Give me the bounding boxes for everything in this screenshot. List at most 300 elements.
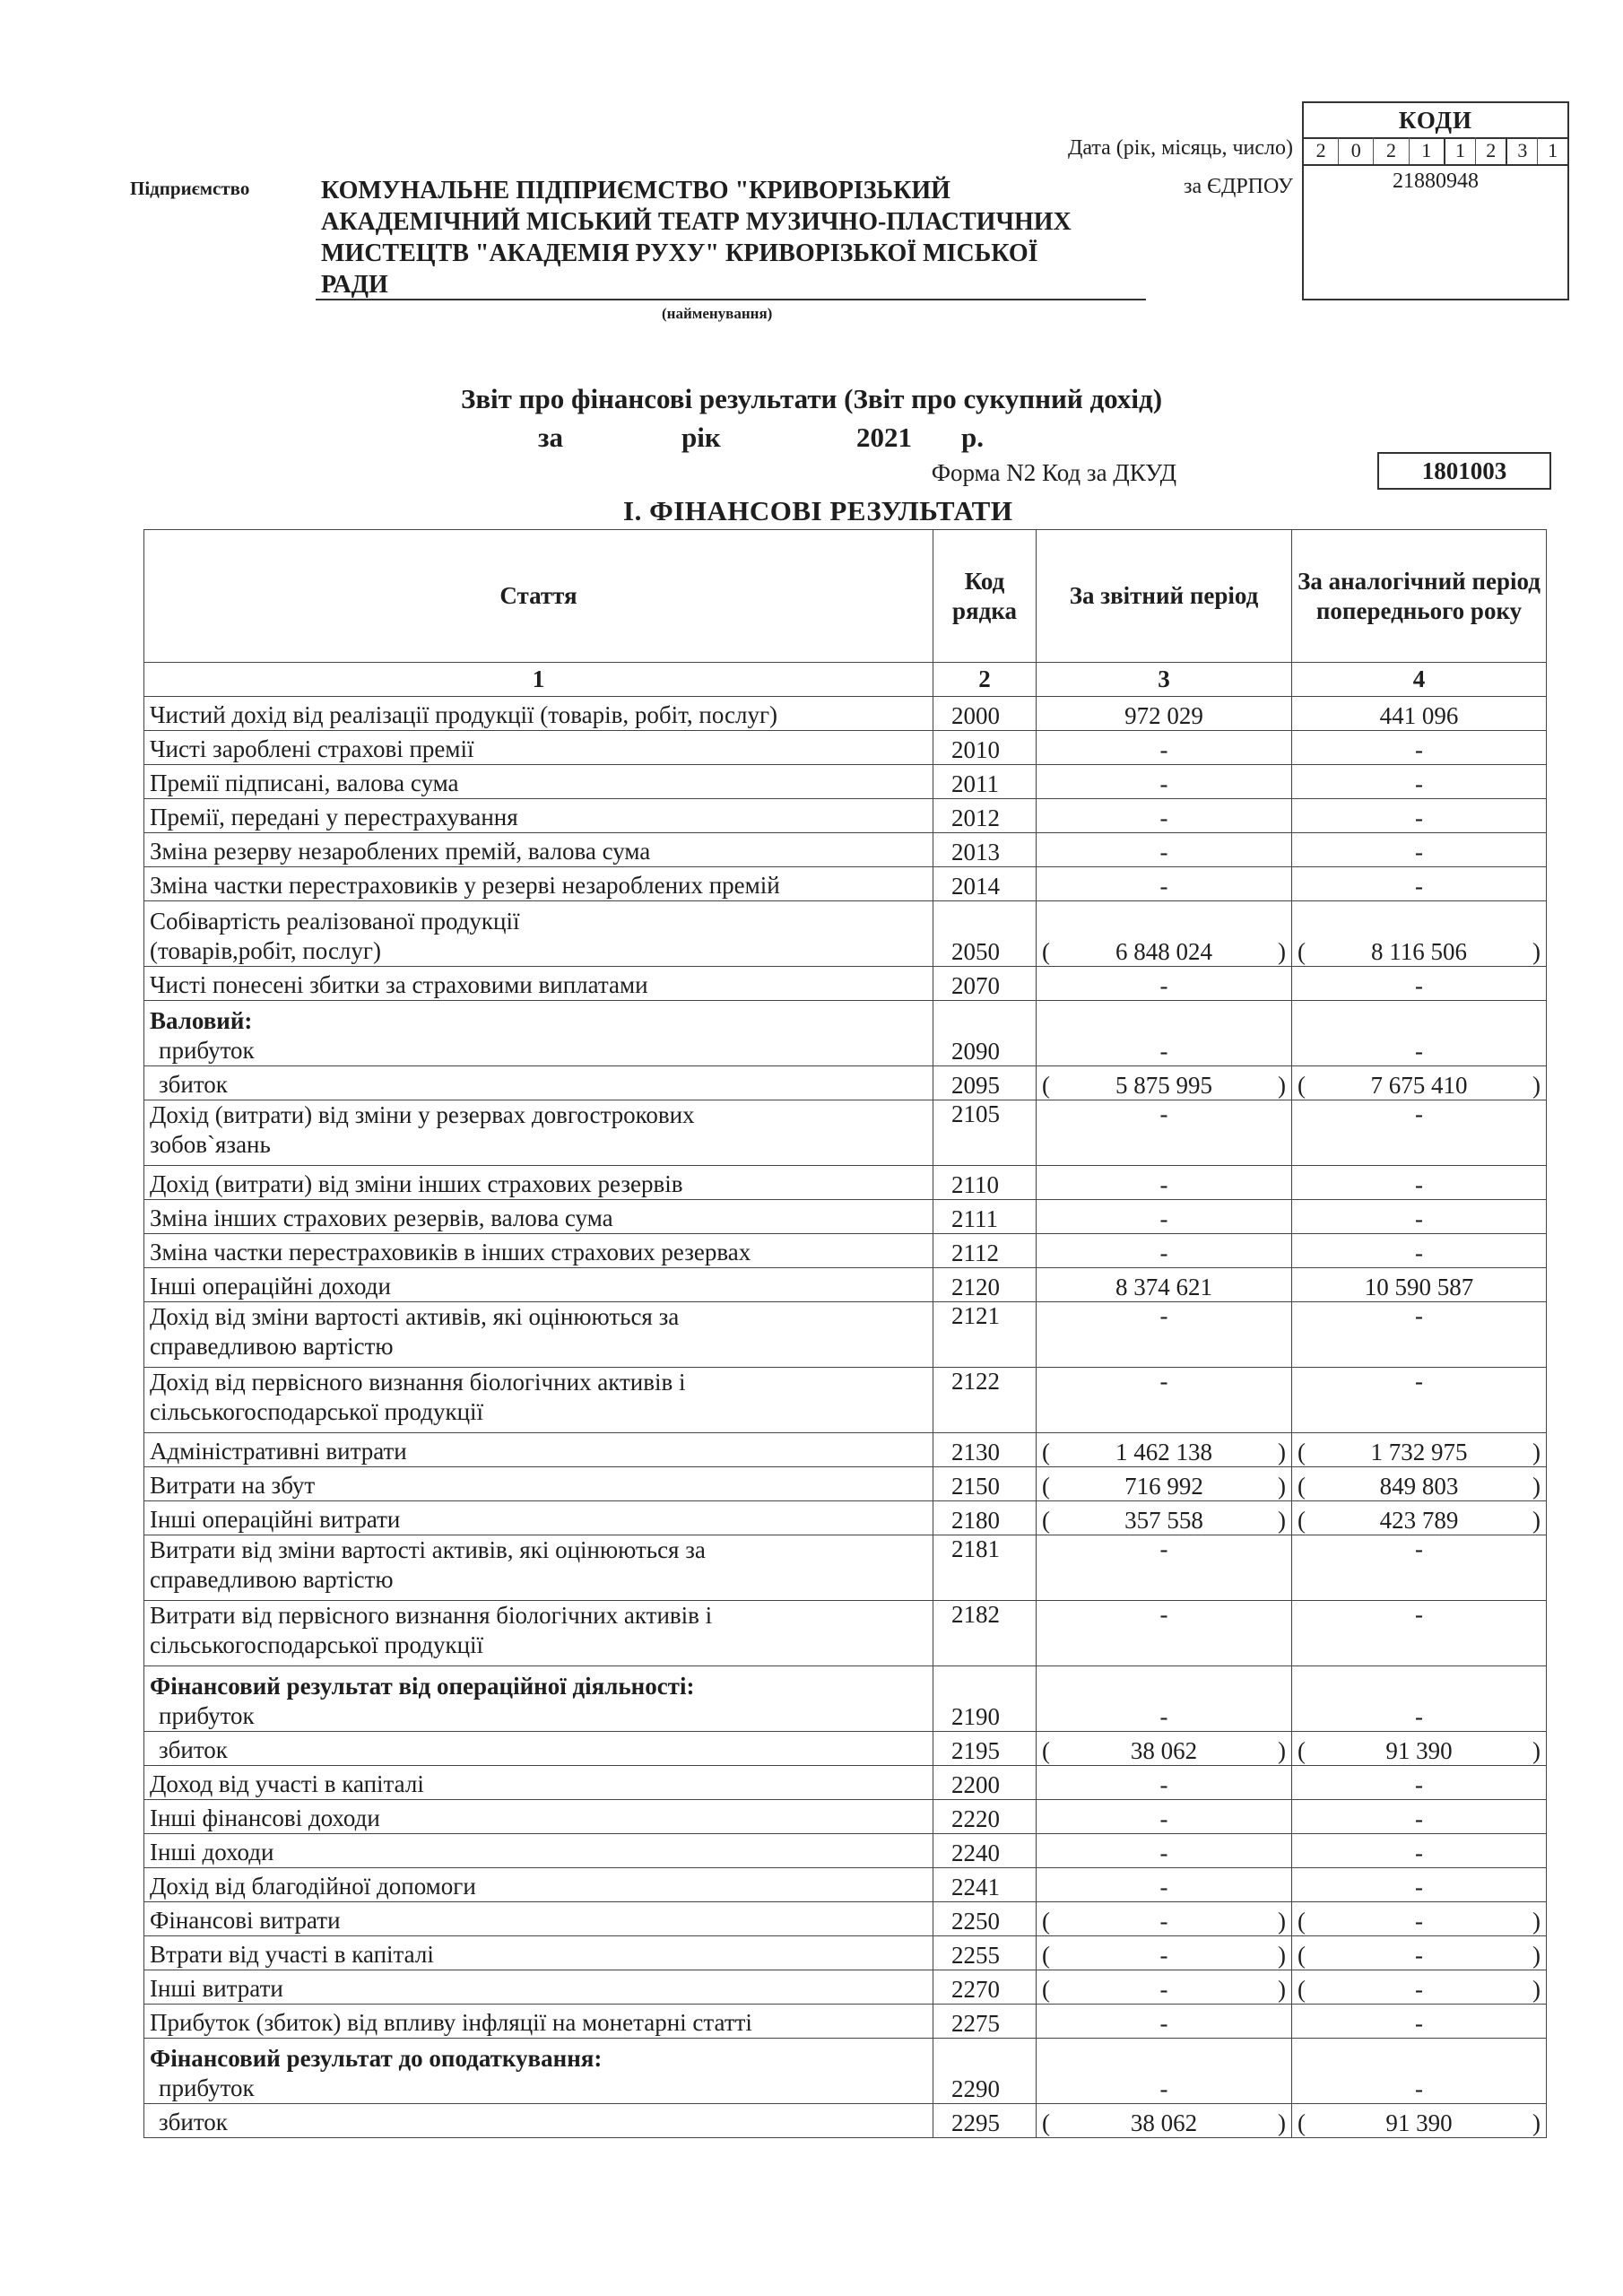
table-row: [144, 1501, 1547, 1535]
paren-close: ): [1532, 1908, 1541, 1935]
row-label: [144, 1868, 933, 1902]
date-cells: [1304, 137, 1567, 166]
table-row: [144, 867, 1547, 901]
paren-close: ): [1278, 1976, 1286, 2003]
paren-close: ): [1532, 1942, 1541, 1969]
paren-open: (: [1298, 2109, 1306, 2136]
row-label: [144, 1066, 933, 1100]
row-code: 2250: [933, 1902, 1037, 1936]
table-row: [144, 1902, 1547, 1936]
table-row: [144, 1800, 1547, 1834]
value-current: -: [1037, 799, 1292, 833]
row-label: [144, 2104, 933, 2138]
paren-open: (: [1042, 1507, 1050, 1534]
paren-close: ): [1278, 1942, 1286, 1969]
amount: 716 992: [1124, 1473, 1203, 1500]
row-code: 2181: [933, 1535, 1037, 1601]
value-previous: 10 590 587: [1292, 1268, 1547, 1302]
row-code: 2070: [933, 967, 1037, 1001]
paren-close: ): [1278, 938, 1286, 965]
value-current: [1037, 1501, 1292, 1535]
row-label-line: Премії, передані у перестрахування: [150, 804, 518, 831]
paren-close: ): [1278, 1072, 1286, 1099]
value-previous: -: [1292, 1166, 1547, 1200]
row-label-line: Фінансовий результат до оподаткування:: [150, 2045, 603, 2072]
enterprise-underline: [316, 299, 1146, 300]
row-label-line: Витрати від зміни вартості активів, які оцінюються за: [150, 1536, 706, 1563]
row-label-line: Зміна частки перестраховиків у резерві незароблених премій: [150, 872, 780, 899]
value-current: 8 374 621: [1037, 1268, 1292, 1302]
header-article: Стаття: [144, 530, 933, 663]
row-label: [144, 1535, 933, 1601]
row-label-line: Прибуток (збиток) від впливу інфляції на монетарні статті: [150, 2009, 752, 2036]
row-label: [144, 1666, 933, 1732]
row-label-line: Втрати від участі в капіталі: [150, 1941, 434, 1968]
value-current: [1037, 1433, 1292, 1467]
value-previous: -: [1292, 1535, 1547, 1601]
amount: 8 116 506: [1371, 938, 1467, 965]
amount: 6 848 024: [1115, 938, 1212, 965]
table-row: [144, 731, 1547, 765]
row-label: [144, 1902, 933, 1936]
amount: 38 062: [1130, 1737, 1198, 1764]
row-code: 2295: [933, 2104, 1037, 2138]
row-code: 2090: [933, 1001, 1037, 1066]
date-label: Дата (рік, місяць, число): [1067, 136, 1293, 160]
column-number: 2: [933, 663, 1037, 697]
row-label: [144, 1970, 933, 2005]
paren-close: ): [1278, 1507, 1286, 1534]
paren-close: ): [1532, 1507, 1541, 1534]
value-current: [1037, 1467, 1292, 1501]
value-previous: [1292, 2104, 1547, 2138]
row-code: 2220: [933, 1800, 1037, 1834]
value-previous: -: [1292, 1766, 1547, 1800]
row-code: 2010: [933, 731, 1037, 765]
amount: 91 390: [1385, 2109, 1453, 2136]
row-label: [144, 1732, 933, 1766]
table-row: [144, 1766, 1547, 1800]
date-digit: 1: [1537, 137, 1567, 164]
row-label-line: Зміна частки перестраховиків в інших страхових резервах: [150, 1239, 751, 1265]
value-previous: [1292, 1501, 1547, 1535]
value-current: -: [1037, 1100, 1292, 1166]
amount: 423 789: [1379, 1507, 1459, 1534]
row-code: 2130: [933, 1433, 1037, 1467]
row-code: 2012: [933, 799, 1037, 833]
value-current: -: [1037, 1766, 1292, 1800]
value-previous: -: [1292, 1601, 1547, 1666]
paren-open: (: [1042, 2109, 1050, 2136]
value-current: [1037, 901, 1292, 967]
table-row: [144, 799, 1547, 833]
row-label-line: прибуток: [159, 1702, 255, 1729]
row-label: [144, 697, 933, 731]
value-previous: -: [1292, 1234, 1547, 1268]
row-label-line: Інші фінансові доходи: [150, 1805, 380, 1831]
row-label: [144, 1601, 933, 1666]
paren-open: (: [1042, 1473, 1050, 1500]
row-code: 2105: [933, 1100, 1037, 1166]
table-row: [144, 1936, 1547, 1970]
paren-close: ): [1532, 2109, 1541, 2136]
row-code: 2195: [933, 1732, 1037, 1766]
row-label: [144, 1166, 933, 1200]
value-previous: [1292, 1970, 1547, 2005]
enterprise-name-line: РАДИ: [321, 271, 388, 299]
row-label: [144, 1936, 933, 1970]
paren-open: (: [1042, 1976, 1050, 2003]
date-digit: 1: [1454, 139, 1465, 161]
amount: 1 462 138: [1115, 1439, 1212, 1465]
row-label-line: Чисті понесені збитки за страховими виплатами: [150, 971, 648, 998]
row-code: 2240: [933, 1834, 1037, 1868]
value-current: -: [1037, 967, 1292, 1001]
row-label-line: Собівартість реалізованої продукції: [150, 908, 520, 935]
paren-open: (: [1042, 1439, 1050, 1465]
paren-open: (: [1042, 1908, 1050, 1935]
amount: 7 675 410: [1370, 1072, 1468, 1099]
value-previous: -: [1292, 967, 1547, 1001]
date-digit: 2: [1475, 137, 1506, 164]
paren-close: ): [1278, 1473, 1286, 1500]
column-number: 3: [1037, 663, 1292, 697]
row-label-line: Дохід (витрати) від зміни інших страхових резервів: [150, 1170, 683, 1197]
value-current: -: [1037, 1601, 1292, 1666]
row-label: [144, 1433, 933, 1467]
paren-close: ): [1278, 2109, 1286, 2136]
column-number: 4: [1292, 663, 1547, 697]
table-row: [144, 1467, 1547, 1501]
row-label-line: Фінансові витрати: [150, 1907, 341, 1934]
row-label: [144, 967, 933, 1001]
paren-open: (: [1298, 1072, 1306, 1099]
paren-open: (: [1298, 1507, 1306, 1534]
enterprise-label: Підприємство: [130, 178, 250, 199]
row-code: 2110: [933, 1166, 1037, 1200]
enterprise-name-line: АКАДЕМІЧНИЙ МІСЬКИЙ ТЕАТР МУЗИЧНО-ПЛАСТИЧНИХ: [321, 208, 1072, 236]
value-current: -: [1037, 867, 1292, 901]
row-code: 2014: [933, 867, 1037, 901]
value-previous: [1292, 901, 1547, 967]
row-label-line: Доход від участі в капіталі: [150, 1770, 424, 1797]
row-label-line: зобов`язань: [150, 1131, 271, 1158]
row-code: 2275: [933, 2005, 1037, 2039]
table-row: [144, 765, 1547, 799]
row-label: [144, 1834, 933, 1868]
report-year: 2021: [856, 422, 912, 453]
row-label: [144, 1766, 933, 1800]
date-year: [1304, 137, 1444, 164]
paren-open: (: [1298, 1908, 1306, 1935]
row-code: 2180: [933, 1501, 1037, 1535]
enterprise-name-line: МИСТЕЦТВ "АКАДЕМІЯ РУХУ" КРИВОРІЗЬКОЇ МІСЬКОЇ: [321, 239, 1038, 267]
table-row: [144, 697, 1547, 731]
row-code: 2270: [933, 1970, 1037, 2005]
value-current: [1037, 1936, 1292, 1970]
date-day: [1506, 137, 1567, 164]
table-row: [144, 1368, 1547, 1433]
table-body: [144, 697, 1547, 2138]
value-previous: -: [1292, 1368, 1547, 1433]
row-label-line: збиток: [159, 2109, 228, 2135]
table-row: [144, 967, 1547, 1001]
table-row: [144, 2039, 1547, 2104]
row-label: [144, 1800, 933, 1834]
value-previous: -: [1292, 1100, 1547, 1166]
enterprise-name: [321, 175, 1146, 300]
section-title: І. ФІНАНСОВІ РЕЗУЛЬТАТИ: [623, 495, 1013, 526]
value-previous: [1292, 1936, 1547, 1970]
header-previous: За аналогічний період попереднього року: [1292, 530, 1547, 663]
value-current: 972 029: [1037, 697, 1292, 731]
value-current: -: [1037, 1368, 1292, 1433]
table-row: [144, 1268, 1547, 1302]
row-label: [144, 2039, 933, 2104]
amount: 5 875 995: [1115, 1072, 1212, 1099]
value-previous: [1292, 1066, 1547, 1100]
value-current: -: [1037, 1800, 1292, 1834]
row-label-line: Зміна інших страхових резервів, валова сума: [150, 1205, 613, 1231]
amount: -: [1159, 1976, 1168, 2003]
value-current: [1037, 2104, 1292, 2138]
paren-close: ): [1278, 1439, 1286, 1465]
value-current: -: [1037, 731, 1292, 765]
value-previous: -: [1292, 1302, 1547, 1368]
paren-open: (: [1298, 1439, 1306, 1465]
row-label-line: збиток: [159, 1071, 228, 1098]
row-label-line: Дохід від зміни вартості активів, які оцінюються за: [150, 1303, 680, 1330]
row-code: 2111: [933, 1200, 1037, 1234]
table-row: [144, 1834, 1547, 1868]
table-row: [144, 1200, 1547, 1234]
report-title: Звіт про фінансові результати (Звіт про сукупний дохід): [460, 383, 1163, 414]
header-current: За звітний період: [1037, 530, 1292, 663]
table-row: [144, 1234, 1547, 1268]
table-row: [144, 1868, 1547, 1902]
row-label: [144, 1368, 933, 1433]
row-label: [144, 2005, 933, 2039]
row-label-line: Інші доходи: [150, 1839, 274, 1866]
row-label: [144, 799, 933, 833]
row-label-line: справедливою вартістю: [150, 1566, 394, 1593]
amount: 357 558: [1124, 1507, 1203, 1534]
amount: 38 062: [1130, 2109, 1198, 2136]
table-header-row: [144, 530, 1547, 663]
value-previous: -: [1292, 731, 1547, 765]
row-label-line: Чистий дохід від реалізації продукції (товарів, робіт, послуг): [150, 701, 778, 728]
paren-close: ): [1532, 1439, 1541, 1465]
row-code: 2121: [933, 1302, 1037, 1368]
row-code: 2200: [933, 1766, 1037, 1800]
row-code: 2241: [933, 1868, 1037, 1902]
header-code: Код рядка: [933, 530, 1037, 663]
row-code: 2050: [933, 901, 1037, 967]
value-current: -: [1037, 1166, 1292, 1200]
form-label: Форма N2 Код за ДКУД: [931, 459, 1176, 486]
value-current: -: [1037, 2005, 1292, 2039]
edrpou-label: за ЄДРПОУ: [1183, 175, 1293, 198]
row-code: 2290: [933, 2039, 1037, 2104]
date-digit: 2: [1315, 139, 1326, 161]
table-row: [144, 901, 1547, 967]
row-label-line: прибуток: [159, 2074, 255, 2101]
value-previous: -: [1292, 1868, 1547, 1902]
value-previous: [1292, 1732, 1547, 1766]
value-current: [1037, 1732, 1292, 1766]
row-code: 2190: [933, 1666, 1037, 1732]
value-current: [1037, 1970, 1292, 2005]
value-current: -: [1037, 1200, 1292, 1234]
value-previous: -: [1292, 1666, 1547, 1732]
value-current: -: [1037, 1001, 1292, 1066]
period-word: рік: [681, 422, 721, 453]
row-label: [144, 1501, 933, 1535]
value-previous: -: [1292, 2005, 1547, 2039]
amount: 849 803: [1379, 1473, 1459, 1500]
financial-results-table: [143, 529, 1547, 2138]
value-current: -: [1037, 833, 1292, 867]
paren-open: (: [1042, 1942, 1050, 1969]
row-label-line: Чисті зароблені страхові премії: [150, 735, 474, 762]
date-digit: 3: [1517, 139, 1528, 161]
row-code: 2013: [933, 833, 1037, 867]
row-label-line: Премії підписані, валова сума: [150, 770, 459, 796]
edrpou-value: 21880948: [1393, 170, 1479, 193]
table-row: [144, 1066, 1547, 1100]
row-label: [144, 833, 933, 867]
table-row: [144, 833, 1547, 867]
table-row: [144, 1433, 1547, 1467]
row-code: 2255: [933, 1936, 1037, 1970]
value-previous: -: [1292, 1200, 1547, 1234]
date-digit: 2: [1373, 137, 1408, 164]
row-label: [144, 765, 933, 799]
value-previous: -: [1292, 799, 1547, 833]
row-label-line: Витрати на збут: [150, 1472, 316, 1499]
paren-open: (: [1298, 1942, 1306, 1969]
value-previous: -: [1292, 1800, 1547, 1834]
row-label: [144, 1100, 933, 1166]
row-label: [144, 901, 933, 967]
amount: -: [1159, 1942, 1168, 1969]
paren-close: ): [1278, 1908, 1286, 1935]
row-label-line: Дохід (витрати) від зміни у резервах довгострокових: [150, 1101, 695, 1128]
paren-close: ): [1532, 1737, 1541, 1764]
row-label: [144, 1001, 933, 1066]
table-row: [144, 1601, 1547, 1666]
value-previous: -: [1292, 1001, 1547, 1066]
table-row: [144, 1732, 1547, 1766]
row-code: 2122: [933, 1368, 1037, 1433]
row-label-line: Інші витрати: [150, 1975, 283, 2002]
value-previous: [1292, 1902, 1547, 1936]
row-label-line: Інші операційні витрати: [150, 1506, 401, 1533]
amount: -: [1415, 1976, 1423, 2003]
table-row: [144, 2104, 1547, 2138]
row-code: 2095: [933, 1066, 1037, 1100]
paren-open: (: [1042, 1072, 1050, 1099]
amount: 91 390: [1385, 1737, 1453, 1764]
value-previous: -: [1292, 1834, 1547, 1868]
row-label-line: сільськогосподарської продукції: [150, 1631, 484, 1658]
paren-open: (: [1298, 1976, 1306, 2003]
value-current: [1037, 1066, 1292, 1100]
row-code: 2011: [933, 765, 1037, 799]
table-row: [144, 1302, 1547, 1368]
paren-open: (: [1298, 938, 1306, 965]
value-previous: [1292, 1433, 1547, 1467]
row-label-line: Дохід від благодійної допомоги: [150, 1873, 476, 1900]
value-previous: -: [1292, 867, 1547, 901]
amount: -: [1415, 1942, 1423, 1969]
row-label-line: збиток: [159, 1736, 228, 1763]
date-month: [1444, 137, 1506, 164]
paren-close: ): [1532, 938, 1541, 965]
table-row: [144, 2005, 1547, 2039]
row-code: 2120: [933, 1268, 1037, 1302]
enterprise-name-line: КОМУНАЛЬНЕ ПІДПРИЄМСТВО "КРИВОРІЗЬКИЙ: [321, 177, 950, 204]
paren-open: (: [1298, 1473, 1306, 1500]
date-digit: 0: [1338, 137, 1373, 164]
row-label-line: (товарів,робіт, послуг): [150, 937, 381, 964]
value-current: -: [1037, 1868, 1292, 1902]
value-previous: -: [1292, 2039, 1547, 2104]
dkud-code: 1801003: [1377, 452, 1551, 490]
row-label-line: Валовий:: [150, 1007, 253, 1034]
paren-close: ): [1532, 1473, 1541, 1500]
paren-open: (: [1042, 1737, 1050, 1764]
codes-title: КОДИ: [1304, 103, 1567, 139]
value-current: -: [1037, 1302, 1292, 1368]
name-caption: (найменування): [662, 305, 773, 322]
column-numbers-row: [144, 663, 1547, 697]
value-previous: -: [1292, 833, 1547, 867]
value-current: -: [1037, 2039, 1292, 2104]
value-current: -: [1037, 1234, 1292, 1268]
row-code: 2182: [933, 1601, 1037, 1666]
row-code: 2112: [933, 1234, 1037, 1268]
table-row: [144, 1001, 1547, 1066]
value-current: -: [1037, 1535, 1292, 1601]
report-period: [538, 422, 1004, 457]
row-label: [144, 867, 933, 901]
row-code: 2150: [933, 1467, 1037, 1501]
codes-box: [1302, 101, 1569, 300]
row-label-line: сільськогосподарської продукції: [150, 1398, 484, 1425]
column-number: 1: [144, 663, 933, 697]
amount: 1 732 975: [1370, 1439, 1468, 1465]
table-row: [144, 1970, 1547, 2005]
row-label: [144, 1467, 933, 1501]
value-previous: [1292, 1467, 1547, 1501]
row-label-line: Фінансовий результат від операційної діяльності:: [150, 1673, 695, 1700]
value-previous: -: [1292, 765, 1547, 799]
row-code: 2000: [933, 697, 1037, 731]
value-current: -: [1037, 1666, 1292, 1732]
paren-open: (: [1298, 1737, 1306, 1764]
value-current: [1037, 1902, 1292, 1936]
row-label: [144, 1268, 933, 1302]
row-label-line: справедливою вартістю: [150, 1333, 394, 1360]
table-row: [144, 1166, 1547, 1200]
paren-close: ): [1532, 1072, 1541, 1099]
paren-open: (: [1042, 938, 1050, 965]
amount: -: [1159, 1908, 1168, 1935]
paren-close: ): [1278, 1737, 1286, 1764]
period-prefix: за: [538, 422, 563, 453]
row-label-line: Витрати від первісного визнання біологічних активів і: [150, 1602, 713, 1629]
